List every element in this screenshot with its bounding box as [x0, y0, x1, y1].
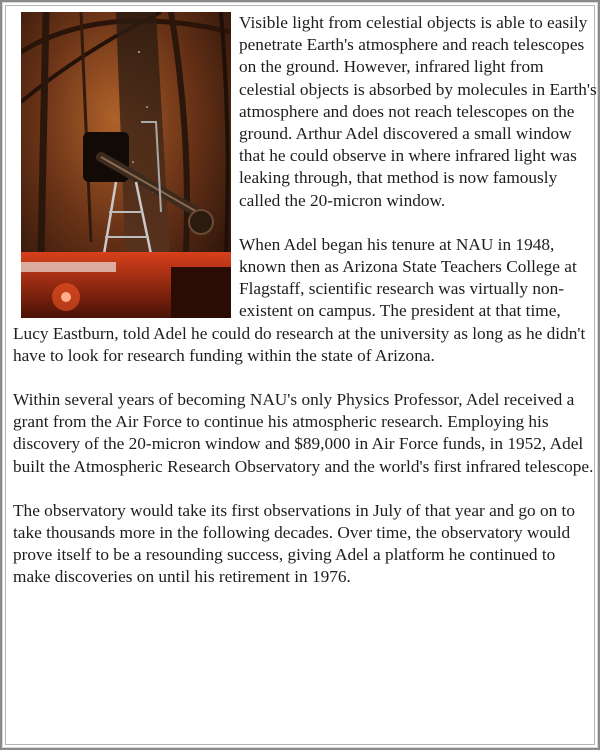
paragraph-intro: Visible light from celestial objects is able to easily penetrate Earth's atmosphere and reach telescopes on the ground. However, infrared light from celestial objects is absorbed by molecules in Earth's atmosphere and does not reach telescopes on the ground. Arthur Adel discovered a small window that he could observe in where infrared light was leaking through, that method is now famously called the 20-micron window. — [239, 13, 597, 210]
article-body — [13, 12, 597, 611]
paragraph-tenure: When Adel began his tenure at NAU in 1948, known then as Arizona State Teachers College at Flagstaff, scientific research was virtually non-existent on campus. The president at that time, Lucy Eastburn, told Adel he could do research at the university as long as he didn't have to look for research funding within the state of Arizona. — [13, 234, 586, 365]
paragraph-air-force-grant: Within several years of becoming NAU's only Physics Professor, Adel received a grant from the Air Force to continue his atmospheric research. Employing his discovery of the 20-micron window and $89,000 in Air Force funds, in 1952, Adel built the Atmospheric Research Observatory and the world's first infrared telescope. — [13, 390, 594, 476]
paragraph-observatory-success: The observatory would take its first observations in July of that year and go on to take thousands more in the following decades. Over time, the observatory would prove itself to be a resounding success, giving Adel a platform he continued to make discoveries on until his retirement in 1976. — [13, 500, 576, 587]
telescope-photo — [21, 12, 231, 318]
